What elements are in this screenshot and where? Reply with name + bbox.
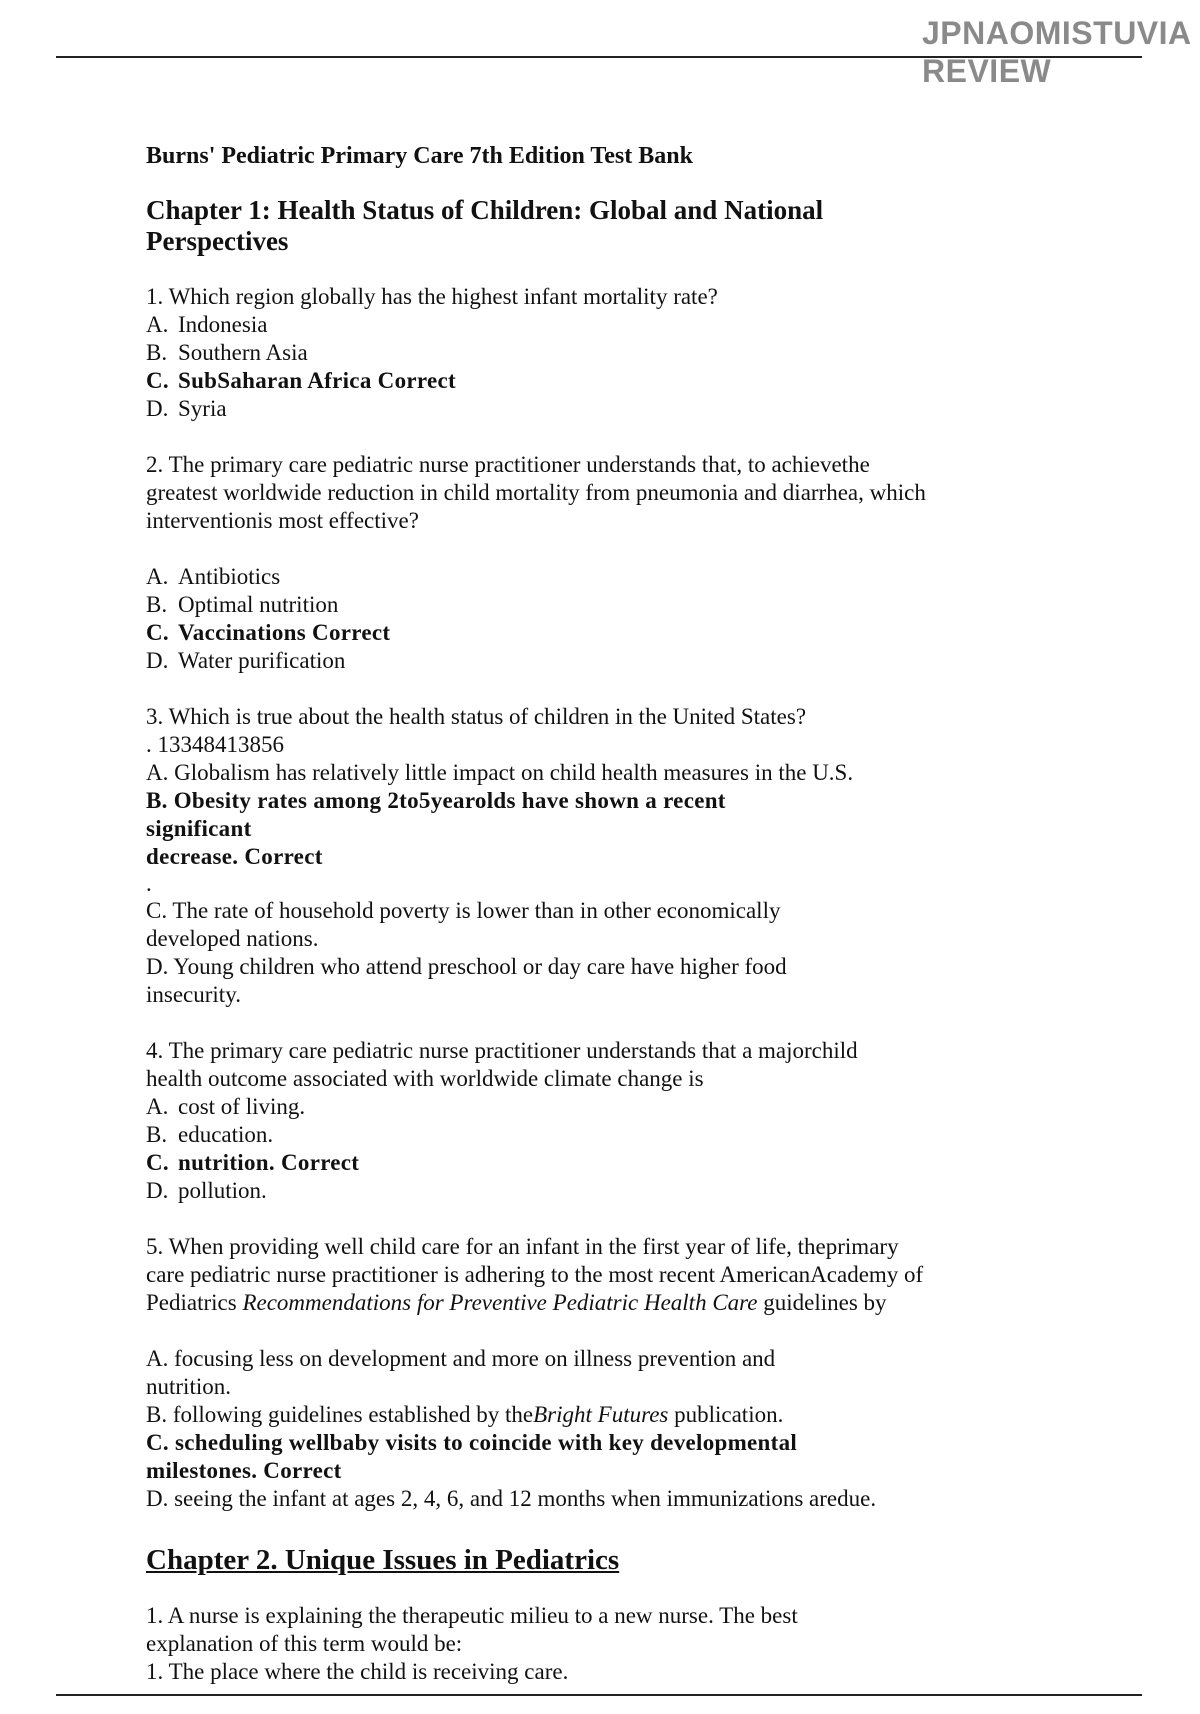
question-4-option-c-correct: C. nutrition. Correct <box>146 1150 360 1175</box>
chapter-1-title-line-2: Perspectives <box>146 226 289 256</box>
question-5-option-a-line-1: A. focusing less on development and more on illness prevention and <box>146 1346 776 1371</box>
question-4-option-d: D. pollution. <box>146 1178 267 1203</box>
question-1-option-a: A. Indonesia <box>146 312 268 337</box>
chapter-2-question-1 <box>146 1602 1076 1686</box>
question-1-text: 1. Which region globally has the highest infant mortality rate? <box>146 284 718 309</box>
question-5 <box>146 1233 1076 1513</box>
question-2-line-1: 2. The primary care pediatric nurse practitioner understands that, to achievethe <box>146 452 870 477</box>
question-3-option-c-line-2: developed nations. <box>146 926 319 951</box>
guideline-title: Recommendations for Preventive Pediatric Health Care <box>242 1290 758 1315</box>
question-3-option-c-line-1: C. The rate of household poverty is lower than in other economically <box>146 898 781 923</box>
chapter-2-title: Chapter 2. Unique Issues in Pediatrics <box>146 1544 620 1576</box>
question-2-line-2: greatest worldwide reduction in child mortality from pneumonia and diarrhea, which <box>146 480 926 505</box>
chapter-1-title <box>146 195 1076 257</box>
question-4-option-a: A. cost of living. <box>146 1094 306 1119</box>
question-5-option-a-line-2: nutrition. <box>146 1374 231 1399</box>
question-3 <box>146 703 1076 1009</box>
question-3-option-b-line-1: B. Obesity rates among 2to5yearolds have shown a recent <box>146 788 726 813</box>
header-rule <box>56 56 1142 58</box>
spacer <box>146 535 1076 563</box>
question-4-line-2: health outcome associated with worldwide climate change is <box>146 1066 704 1091</box>
question-3-option-d-line-1: D. Young children who attend preschool or day care have higher food <box>146 954 787 979</box>
question-3-text: 3. Which is true about the health status of children in the United States? <box>146 704 807 729</box>
question-4-option-b: B. education. <box>146 1122 274 1147</box>
footer-rule <box>56 1694 1142 1696</box>
question-3-option-b-line-2: significant <box>146 816 252 841</box>
question-1-option-c-correct: C. SubSaharan Africa Correct <box>146 368 456 393</box>
question-3-option-d-line-2: insecurity. <box>146 982 241 1007</box>
brand-line-2: REVIEW <box>922 53 1052 89</box>
question-1 <box>146 283 1076 423</box>
question-5-option-c-line-1: C. scheduling wellbaby visits to coincide with key developmental <box>146 1430 798 1455</box>
chapter-2-question-1-line-2: explanation of this term would be: <box>146 1631 463 1656</box>
question-2-option-d: D. Water purification <box>146 648 346 673</box>
question-2-option-c-correct: C. Vaccinations Correct <box>146 620 391 645</box>
question-2-option-a: A. Antibiotics <box>146 564 281 589</box>
question-3-dot: . <box>146 871 152 896</box>
question-4-line-1: 4. The primary care pediatric nurse practitioner understands that a majorchild <box>146 1038 858 1063</box>
question-5-option-c-line-2: milestones. Correct <box>146 1458 342 1483</box>
publication-title: Bright Futures <box>533 1402 669 1427</box>
question-5-line-3: Pediatrics Recommendations for Preventive Pediatric Health Care guidelines by <box>146 1290 887 1315</box>
brand-line-1: JPNAOMISTUVIA <box>922 15 1192 51</box>
question-2 <box>146 451 1076 675</box>
question-2-line-3: interventionis most effective? <box>146 508 419 533</box>
question-2-option-b: B. Optimal nutrition <box>146 592 339 617</box>
question-3-option-b-line-3: decrease. Correct <box>146 844 323 869</box>
question-3-code: . 13348413856 <box>146 732 284 757</box>
book-title: Burns' Pediatric Primary Care 7th Edition Test Bank <box>146 143 693 169</box>
question-5-option-d: D. seeing the infant at ages 2, 4, 6, and 12 months when immunizations aredue. <box>146 1486 877 1511</box>
question-5-line-1: 5. When providing well child care for an infant in the first year of life, theprimary <box>146 1234 899 1259</box>
chapter-2-question-1-option-1: 1. The place where the child is receiving care. <box>146 1659 569 1684</box>
spacer <box>146 1317 1076 1345</box>
document-body <box>146 141 1076 1714</box>
chapter-2-question-1-line-1: 1. A nurse is explaining the therapeutic milieu to a new nurse. The best <box>146 1603 798 1628</box>
question-1-option-d: D. Syria <box>146 396 227 421</box>
question-5-option-b: B. following guidelines established by theBright Futures publication. <box>146 1402 784 1427</box>
header-brand <box>922 14 1200 90</box>
question-1-option-b: B. Southern Asia <box>146 340 308 365</box>
question-4 <box>146 1037 1076 1205</box>
chapter-1-title-line-1: Chapter 1: Health Status of Children: Global and National <box>146 195 824 225</box>
question-3-option-a: A. Globalism has relatively little impact on child health measures in the U.S. <box>146 760 854 785</box>
question-5-line-2: care pediatric nurse practitioner is adhering to the most recent AmericanAcademy of <box>146 1262 924 1287</box>
